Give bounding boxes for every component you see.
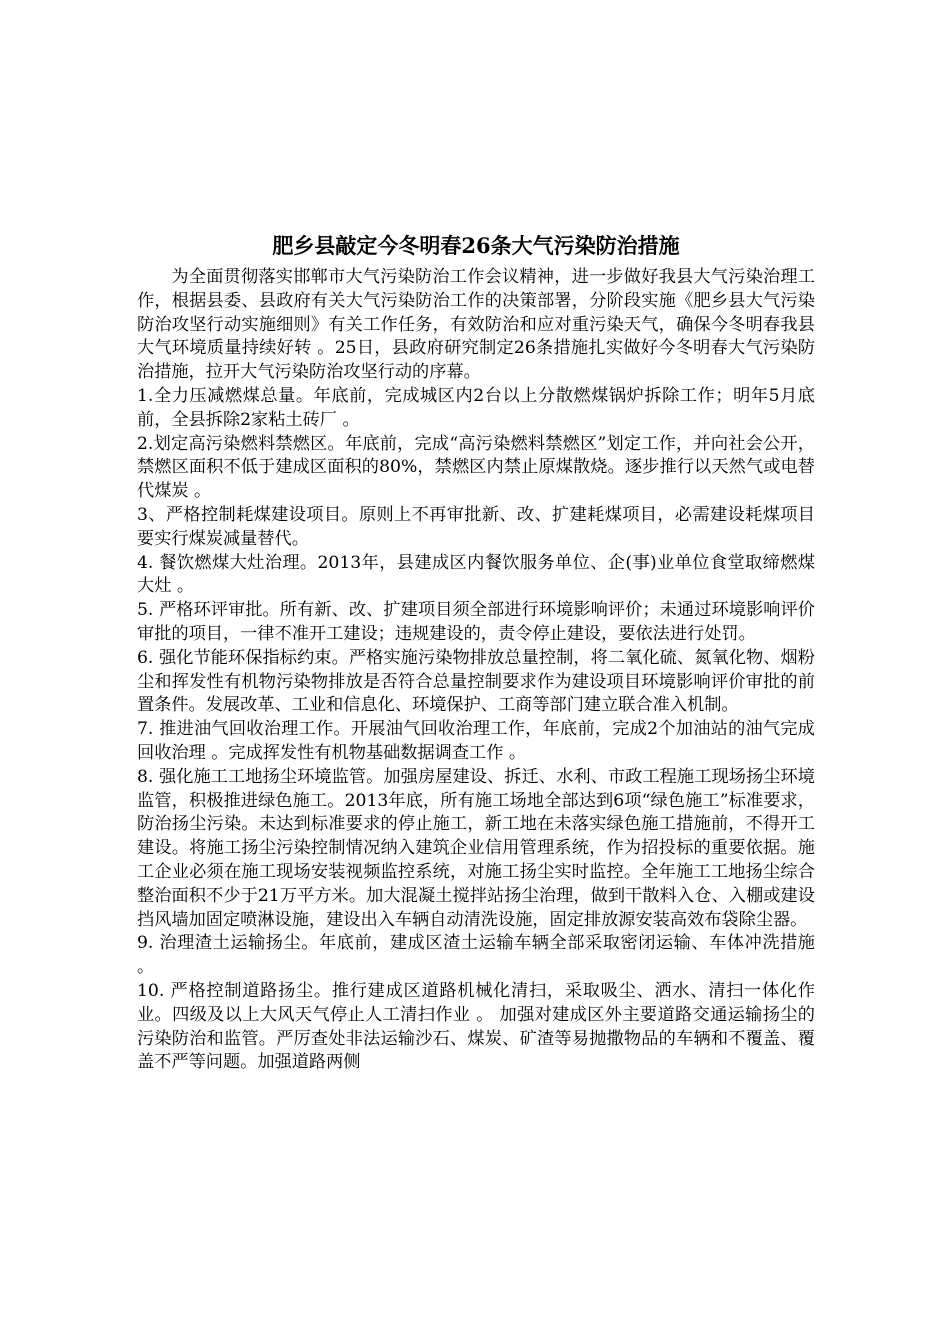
measure-item-9: 9. 治理渣土运输扬尘。年底前，建成区渣土运输车辆全部采取密闭运输、车体冲洗措施 。 [137,933,815,978]
measure-item-10: 10. 严格控制道路扬尘。推行建成区道路机械化清扫，采取吸尘、洒水、清扫一体化作业。四级及以上大风天气停止人工清扫作业 。 加强对建成区外主要道路交通运输扬尘的污染防治和监管。严厉查处非法运输沙石、煤炭、矿渣等易抛撒物品的车辆和不覆盖、覆盖不严等问题。加强道路两侧 [137,980,815,1073]
measure-item-7: 7. 推进油气回收治理工作。开展油气回收治理工作，年底前，完成2个加油站的油气完成回收治理 。完成挥发性有机物基础数据调查工作 。 [137,719,815,763]
measure-item-3: 3、严格控制耗煤建设项目。原则上不再审批新、改、扩建耗煤项目，必需建设耗煤项目要实行煤炭减量替代。 [137,504,815,549]
measure-item-8: 8. 强化施工工地扬尘环境监管。加强房屋建设、拆迁、水利、市政工程施工现场扬尘环境监管，积极推进绿色施工。2013年底，所有施工场地全部达到6项“绿色施工”标准要求，防治扬尘污染。未达到标准要求的停止施工，新工地在未落实绿色施工措施前，不得开工建设。将施工扬尘污染控制情况纳入建筑企业信用管理系统，作为招投标的重要依据。施工企业必须在施工现场安装视频监控系统，对施工扬尘实时监控。全年施工工地扬尘综合整治面积不少于21万平方米。加大混凝土搅拌站扬尘治理，做到干散料入仓、入棚或建设挡风墙加固定喷淋设施，建设出入车辆自动清洗设施，固定排放源安装高效布袋除尘器。 [137,766,815,930]
measure-item-1: 1.全力压减燃煤总量。年底前，完成城区内2台以上分散燃煤锅炉拆除工作；明年5月底前，全县拆除2家粘土砖厂 。 [137,385,815,430]
measure-item-4: 4. 餐饮燃煤大灶治理。2013年，县建成区内餐饮服务单位、企(事)业单位食堂取缔燃煤大灶 。 [137,552,815,597]
measure-item-2: 2.划定高污染燃料禁燃区。年底前，完成“高污染燃料禁燃区”划定工作，并向社会公开，禁燃区面积不低于建成区面积的80%，禁燃区内禁止原煤散烧。逐步推行以天然气或电替代煤炭 。 [137,433,815,502]
document-title: 肥乡县敲定今冬明春26条大气污染防治措施 [272,233,680,258]
measure-item-5: 5. 严格环评审批。所有新、改、扩建项目须全部进行环境影响评价；未通过环境影响评价审批的项目，一律不准开工建设；违规建设的，责令停止建设，要依法进行处罚。 [137,600,815,644]
document-page [137,228,815,1075]
intro-paragraph: 为全面贯彻落实邯郸市大气污染防治工作会议精神，进一步做好我县大气污染治理工作，根据县委、县政府有关大气污染防治工作的决策部署，分阶段实施《肥乡县大气污染防治攻坚行动实施细则》有关工作任务，有效防治和应对重污染天气，确保今冬明春我县大气环境质量持续好转 。25日，县政府研究制定26条措施扎实做好今冬明春大气污染防治措施，拉开大气污染防治攻坚行动的序幕。 [137,267,815,383]
measure-item-6: 6. 强化节能环保指标约束。严格实施污染物排放总量控制，将二氧化硫、氮氧化物、烟粉尘和挥发性有机物污染物排放是否符合总量控制要求作为建设项目环境影响评价审批的前置条件。发展改革、工业和信息化、环境保护、工商等部门建立联合准入机制。 [137,647,815,716]
